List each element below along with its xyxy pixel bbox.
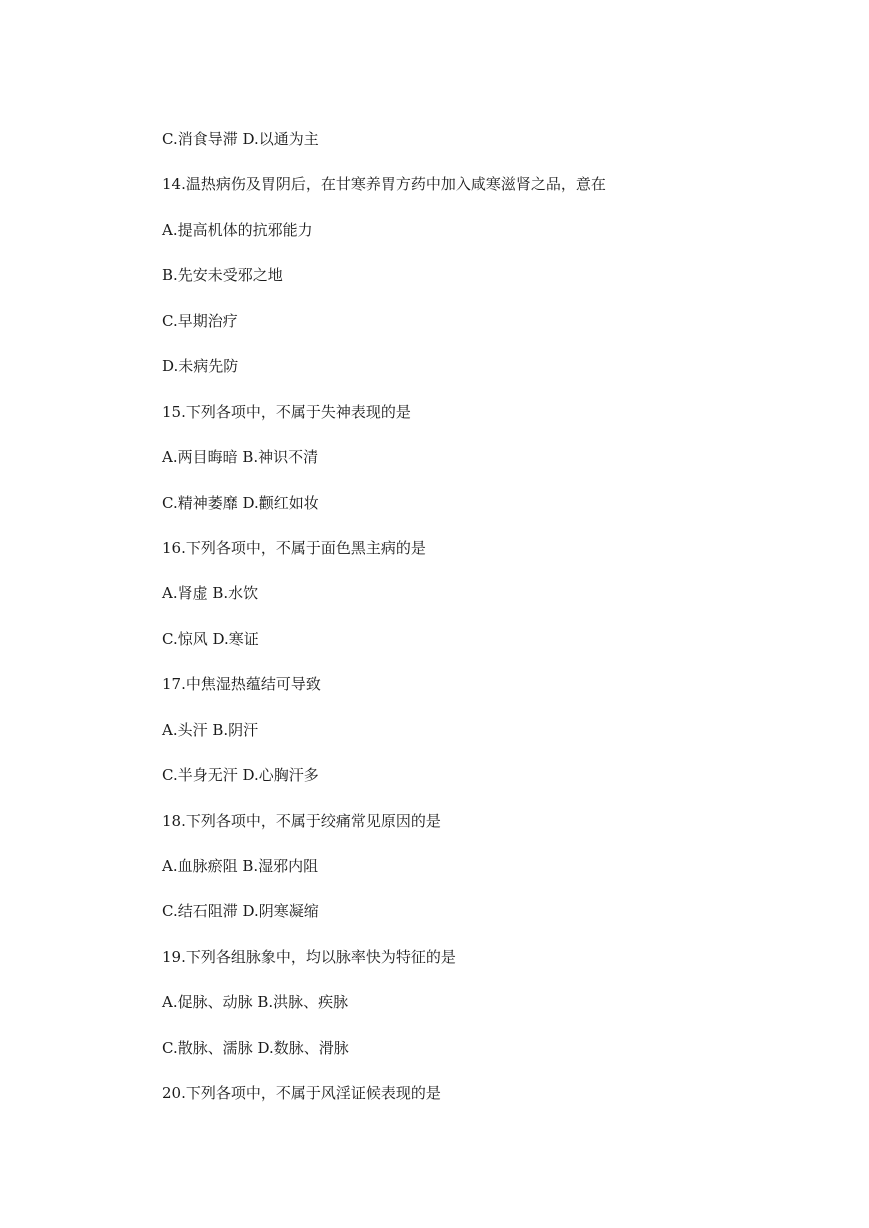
option-line: C.早期治疗 [162, 311, 238, 330]
option-line: C.精神萎靡 D.颧红如妆 [162, 493, 319, 512]
question-text-block [162, 127, 812, 1127]
question-stem-15: 15.下列各项中，不属于失神表现的是 [162, 402, 411, 421]
question-stem-14: 14.温热病伤及胃阴后，在甘寒养胃方药中加入咸寒滋肾之品，意在 [162, 175, 606, 194]
option-line: A.两目晦暗 B.神识不清 [162, 448, 319, 467]
option-line: C.结石阻滞 D.阴寒凝缩 [162, 902, 319, 921]
option-line: C.散脉、濡脉 D.数脉、滑脉 [162, 1038, 349, 1057]
question-stem-17: 17.中焦湿热蕴结可导致 [162, 675, 321, 694]
question-stem-20: 20.下列各项中，不属于风淫证候表现的是 [162, 1084, 441, 1103]
option-line: C.惊风 D.寒证 [162, 629, 259, 648]
option-line: A.血脉瘀阻 B.湿邪内阻 [162, 857, 319, 875]
option-line: D.未病先防 [162, 357, 239, 376]
option-line: A.提高机体的抗邪能力 [162, 220, 313, 239]
option-line: A.促脉、动脉 B.洪脉、疾脉 [162, 993, 349, 1012]
question-stem-16: 16.下列各项中，不属于面色黑主病的是 [162, 538, 426, 557]
question-stem-19: 19.下列各组脉象中，均以脉率快为特征的是 [162, 947, 456, 966]
option-line: C.消食导滞 D.以通为主 [162, 130, 319, 148]
option-line: C.半身无汗 D.心胸汗多 [162, 766, 319, 785]
question-stem-18: 18.下列各项中，不属于绞痛常见原因的是 [162, 811, 441, 830]
option-line: B.先安未受邪之地 [162, 266, 283, 285]
option-line: A.肾虚 B.水饮 [162, 584, 259, 603]
option-line: A.头汗 B.阴汗 [162, 720, 259, 739]
